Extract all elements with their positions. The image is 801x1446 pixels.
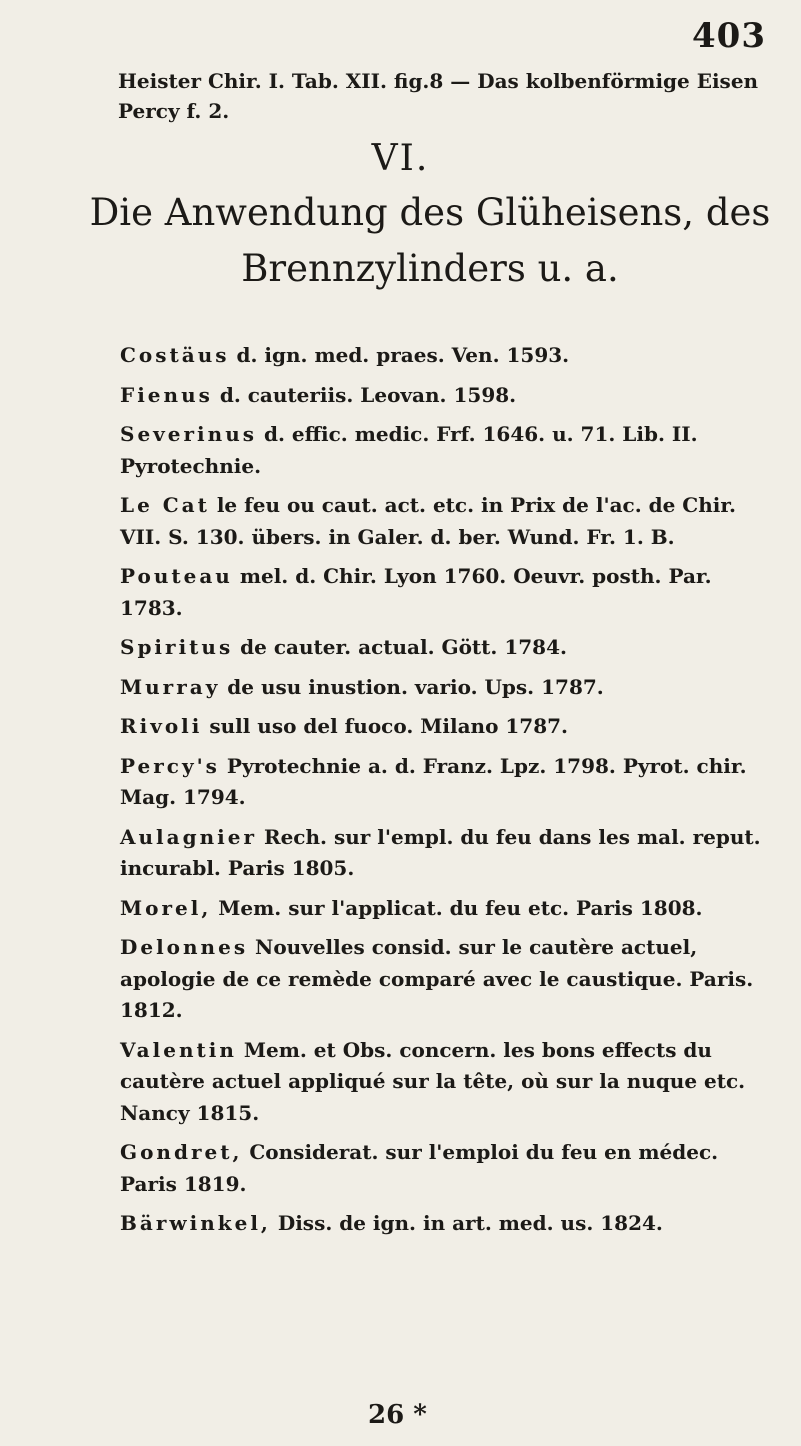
entry-text: Nouvelles consid. sur le cautère actuel, apologie de ce remède comparé avec le caustique. Paris. 1812. <box>120 935 754 1022</box>
bibliography-entry <box>120 380 770 412</box>
entry-author: Percy's <box>120 753 220 778</box>
entry-text: Mem. et Obs. concern. les bons effects du cautère actuel appliqué sur la tête, où sur la nuque etc. Nancy 1815. <box>120 1037 746 1125</box>
bibliography-list <box>120 340 770 1248</box>
bibliography-entry <box>120 340 770 372</box>
bibliography-entry <box>120 822 770 885</box>
heading-line-1: Die Anwendung des Glüheisens, des <box>89 191 771 234</box>
entry-text: de usu inustion. vario. Ups. 1787. <box>220 674 604 699</box>
entry-author: Bärwinkel, <box>120 1211 271 1235</box>
entry-author: Morel, <box>120 895 212 920</box>
entry-author: Rivoli <box>120 714 203 738</box>
bibliography-entry <box>120 561 770 624</box>
entry-text: le feu ou caut. act. etc. in Prix de l'ac. de Chir. VII. S. 130. übers. in Galer. d. ber. Wund. Fr. 1. B. <box>120 493 737 549</box>
entry-author: Gondret, <box>120 1140 243 1164</box>
entry-author: Fienus <box>120 382 213 407</box>
heading-line-2: Brennzylinders u. a. <box>241 247 619 290</box>
entry-text: d. cauteriis. Leovan. 1598. <box>212 382 517 407</box>
bibliography-entry <box>120 1035 770 1130</box>
bibliography-entry <box>120 490 770 553</box>
bibliography-entry <box>120 1137 770 1200</box>
entry-text: sull uso del fuoco. Milano 1787. <box>202 714 569 738</box>
entry-text: Pyrotechnie a. d. Franz. Lpz. 1798. Pyrot. chir. Mag. 1794. <box>120 753 747 809</box>
entry-text: d. ign. med. praes. Ven. 1593. <box>229 343 570 367</box>
entry-author: Le Cat <box>120 493 210 517</box>
section-number: VI. <box>371 138 430 179</box>
bibliography-entry <box>120 419 770 482</box>
section-heading <box>70 185 790 297</box>
entry-text: Diss. de ign. in art. med. us. 1824. <box>270 1211 663 1235</box>
entry-author: Spiritus <box>120 635 234 659</box>
bibliography-entry <box>120 672 770 704</box>
entry-author: Severinus <box>120 422 257 446</box>
entry-author: Valentin <box>120 1037 237 1062</box>
bibliography-entry <box>120 711 770 743</box>
entry-text: Mem. sur l'applicat. du feu etc. Paris 1808. <box>211 895 703 920</box>
bibliography-entry <box>120 1208 770 1240</box>
entry-text: mel. d. Chir. Lyon 1760. Oeuvr. posth. Par. 1783. <box>120 564 712 620</box>
page-number: 403 <box>692 16 766 56</box>
entry-text: Rech. sur l'empl. du feu dans les mal. reput. incurabl. Paris 1805. <box>120 824 761 880</box>
bibliography-entry <box>120 893 770 925</box>
entry-author: Costäus <box>120 343 230 367</box>
entry-text: de cauter. actual. Gött. 1784. <box>233 635 567 659</box>
signature-mark: 26 * <box>368 1400 427 1430</box>
entry-author: Delonnes <box>120 935 249 959</box>
entry-author: Murray <box>120 674 221 699</box>
continuation-text: Heister Chir. I. Tab. XII. fig.8 — Das kolbenförmige Eisen Percy f. 2. <box>118 69 759 123</box>
entry-author: Pouteau <box>120 564 233 588</box>
entry-text: d. effic. medic. Frf. 1646. u. 71. Lib. II. Pyrotechnie. <box>120 422 698 478</box>
entry-author: Aulagnier <box>120 824 257 849</box>
bibliography-entry <box>120 632 770 664</box>
bibliography-entry <box>120 932 770 1027</box>
bibliography-entry <box>120 751 770 814</box>
entry-text: Considerat. sur l'emploi du feu en médec. Paris 1819. <box>120 1140 719 1196</box>
